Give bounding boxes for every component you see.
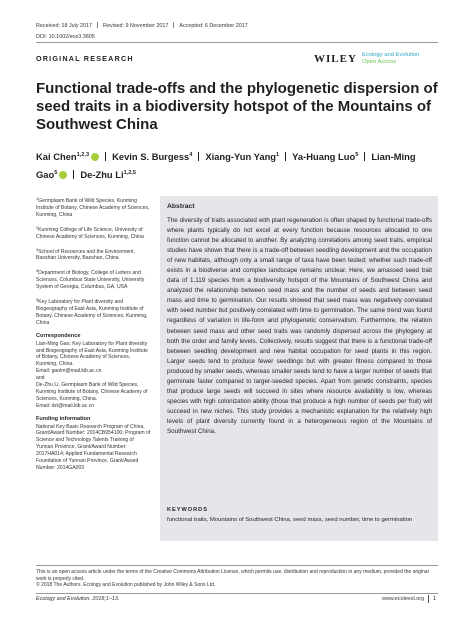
author[interactable] [80,169,136,180]
article-dates [36,22,248,29]
license-text: This is an open access article under the terms of the Creative Commons Attribution License, which permits use, distribution and reproduction in any medium, provided the original work is properly cited. [36,569,429,582]
affiliation-number: 5 [36,298,39,303]
date-divider [173,22,174,28]
wiley-logo: WILEY [314,53,357,65]
orcid-icon[interactable] [59,171,67,179]
affiliation-text: Key Laboratory for Plant diversity and Biogeography of East Asia, Kunming Institute of Botany, Chinese Academy of Sciences, Kunming, China [36,299,148,326]
publisher-logo [314,52,438,66]
correspondence-heading: Correspondence [36,332,81,339]
affiliation [36,225,152,241]
correspondence-email[interactable]: Email: gaolm@mail.kib.ac.cn [36,368,102,375]
funding-heading: Funding information [36,415,91,422]
author-affiliation-mark: 1 [276,152,280,158]
journal-citation: Ecology and Evolution. 2018;1–13. [36,596,120,602]
affiliation [36,297,152,327]
affiliation-list [36,196,152,327]
author-name: Xiang-Yun Yang [205,151,277,162]
affiliation-text: School of Resources and the Environment, Baoshan University, Baoshan, China [36,248,135,262]
correspondence-block [36,341,152,410]
journal-url[interactable]: www.ecolevol.org [382,596,424,602]
abstract-heading: Abstract [167,203,195,210]
author[interactable] [36,151,99,162]
author[interactable] [112,151,192,162]
received-date: Received: 18 July 2017 [36,23,93,29]
footer-rule [36,593,438,594]
author-list [36,147,438,183]
author-name: Kevin S. Burgess [112,151,190,162]
accepted-date: Accepted: 6 December 2017 [179,23,248,29]
open-access-label: Open Access [362,58,397,65]
abstract-text: The diversity of traits associated with plant regeneration is often shaped by functional trade-offs where plants typically do not excel at every function because resources allocated to one function cannot be allocated to another. By analyzing correlations among seed traits, empirical studies have shown that there is a trade-off between seedling development and the occupation of new habitats, although only a small range of taxa have been tested; whether such trade-off exists in a biodiverse and complex landscape remains unclear. Here, we amassed seed trait data of 1,119 species from a biodiversity hotspot of the Mountains of Southwest China and analyzed the relationship between seed mass and the number of seeds and between seed mass and time to germination. Our results showed that seed mass was negatively correlated with seed number but positively correlated with time to germination. The same trend was found regardless of variation in life-form and phylogenetic conservatism. Furthermore, the relation between seed mass and other seed traits was randomly dispersed across the phylogeny at both the order and family levels. Collectively, results suggest that there is a functional trade-off between seedling development and new habitat occupation for seed plants in this region. Larger seeds tend to produce fewer seedlings but with greater fitness compared to those produced by smaller seeds, whereas smaller seeds tend to have a larger number of seeds that germinate faster compared to larger-seeded species. Apart from genetic constraints, species that produce large seeds will succeed in sites where resource availability is low, whereas species with high colonization ability (those that produce a high number of seeds per fruit) will succeed in new niches. This study provides a mechanistic explanation for the relatively high levels of plant diversity currently found in a heterogeneous region of the Mountains of Southwest China. [167,217,432,435]
author-affiliation-mark: 1,2,3 [76,152,90,158]
correspondence-line: De-Zhu Li, Germplasm Bank of Wild Species, Kunming Institute of Botany, Chinese Academy of Sciences, Kunming, China. [36,382,148,402]
affiliation [36,247,152,263]
author-affiliation-mark: 4 [189,152,193,158]
affiliation-number: 3 [36,247,39,252]
article-title: Functional trade-offs and the phylogenetic dispersion of seed traits in a biodiversity hotspot of the Mountains of Southwest China [36,80,438,133]
author-divider [105,152,106,161]
doi[interactable]: DOI: 10.1002/ece3.3805 [36,34,95,40]
correspondence-line: and [36,375,45,382]
orcid-icon[interactable] [91,153,99,161]
header-rule [36,42,438,43]
author-divider [73,170,74,179]
revised-date: Revised: 9 November 2017 [103,23,169,29]
affiliation-text: Germplasm Bank of Wild Species, Kunming Institute of Botany, Chinese Academy of Sciences, Kunming, China [36,198,150,218]
affiliation-text: Department of Biology, College of Letters and Sciences, Columbus State University, University System of Georgia, Columbus, GA, USA [36,270,145,291]
keywords-text: functional traits, Mountains of Southwest China, seed mass, seed number, time to germination [167,517,413,523]
affiliations-column [36,196,152,478]
copyright-text: © 2018 The Authors. Ecology and Evolution published by John Wiley & Sons Ltd. [36,582,216,588]
funding-text: National Key Basic Research Program of China, Grant/Award Number: 2014CB954100; Program of Science and Technology Talents Training of Yunnan Province, Grant/Award Number: 2017HA014; Applied Fundamental Research Foundation of Yunnan Province, Grant/Award Number: 2014GA003 [36,423,151,471]
abstract-box [160,196,438,541]
page-number: 1 [433,596,437,602]
author[interactable] [292,151,358,162]
affiliation [36,196,152,219]
journal-logo [362,52,419,65]
correspondence-email[interactable]: Email: dzl@mail.kib.ac.cn [36,402,95,409]
author-name: Kai Chen [36,151,77,162]
author-divider [364,152,365,161]
author-divider [198,152,199,161]
correspondence-line: Lian-Ming Gao, Key Laboratory for Plant diversity and Biogeography of East Asia, Kunming Institute of Botany, Chinese Academy of Sciences, Kunming, China. [36,340,148,368]
journal-name: Ecology and Evolution [362,52,420,58]
author-affiliation-mark: 5 [355,152,359,158]
author-name: De-Zhu Li [80,169,124,180]
author[interactable] [205,151,279,162]
author-affiliation-mark: 5 [54,170,58,176]
author-affiliation-mark: 1,2,5 [123,170,137,176]
affiliation [36,268,152,291]
author-name: Lian-Ming Gao [36,151,416,180]
affiliation-text: Kunming College of Life Science, University of Chinese Academy of Sciences, Kunming, China [36,226,144,240]
affiliation-number: 1 [36,197,39,201]
footnote-rule [36,565,438,566]
date-divider [97,22,98,28]
affiliation-number: 4 [36,269,39,274]
section-label: ORIGINAL RESEARCH [36,54,134,63]
page-divider [428,595,429,603]
license-note [36,569,438,589]
author-name: Ya-Huang Luo [292,151,356,162]
keywords-heading: KEYWORDS [167,507,208,513]
author-divider [285,152,286,161]
affiliation-number: 2 [36,225,39,230]
